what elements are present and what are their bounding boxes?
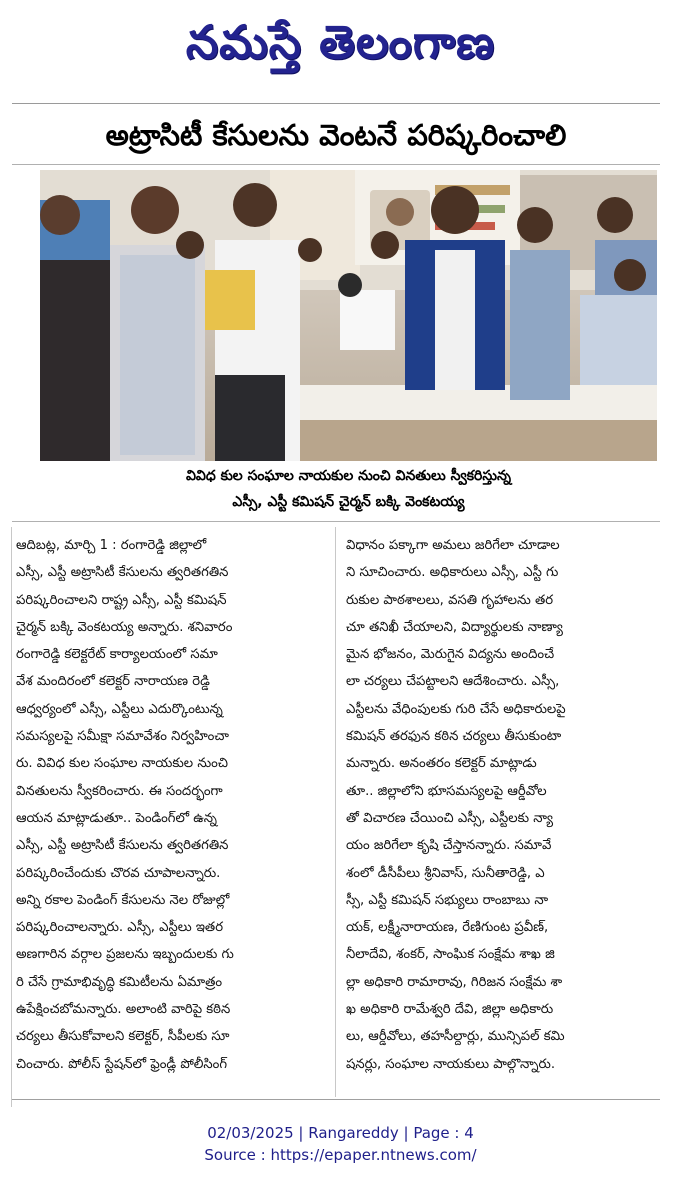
photo-caption xyxy=(40,463,657,515)
article-text-line: చించారు. పోలీస్ స్టేషన్‌లో ఫ్రెండ్లీ పోలీసింగ్ xyxy=(16,1056,228,1072)
divider xyxy=(12,1099,660,1100)
photo-caption-line: ఎస్సీ, ఎస్టీ కమిషన్ చైర్మన్ బక్కి వెంకటయ్య xyxy=(232,494,465,510)
source-link[interactable]: Source : https://epaper.ntnews.com/ xyxy=(204,1146,477,1164)
article-text-line: స్సీ, ఎస్టీ కమిషన్ సభ్యులు రాంబాబు నా xyxy=(346,892,549,908)
article-text-line: పరిష్కరించేందుకు చొరవ చూపాలన్నారు. xyxy=(16,865,221,881)
article-text-line: రంగారెడ్డి కలెక్టరేట్ కార్యాలయంలో సమా xyxy=(16,647,218,663)
article-headline: అట్రాసిటీ కేసులను వెంటనే పరిష్కరించాలి xyxy=(105,118,567,152)
article-text-line: ఆదిబట్ల, మార్చి 1 : రంగారెడ్డి జిల్లాలో xyxy=(16,538,207,553)
divider xyxy=(12,164,660,165)
article-text-line: ఎస్సీ, ఎస్టీ అట్రాసిటీ కేసులను త్వరితగతిన xyxy=(16,838,229,854)
article-text-line: చూ తనిఖీ చేయాలని, విద్యార్థులకు నాణ్యా xyxy=(346,619,563,635)
article-text-line: శంలో డీసీపీలు శ్రీనివాస్, సునీతారెడ్డి, ఎ xyxy=(346,865,545,881)
divider xyxy=(12,521,660,522)
article-text-line: ఎస్సీ, ఎస్టీ అట్రాసిటీ కేసులను త్వరితగతిన xyxy=(16,565,229,581)
divider xyxy=(12,103,660,104)
article-text-line: కమిషన్ తరఫున కఠిన చర్యలు తీసుకుంటా xyxy=(346,729,562,745)
article-text-line: చర్యలు తీసుకోవాలని కలెక్టర్, సీపీలకు సూ xyxy=(16,1029,230,1045)
article-text-line: విధానం పక్కాగా అమలు జరిగేలా చూడాల xyxy=(346,538,560,553)
article-text-line: అణగారిన వర్గాల ప్రజలను ఇబ్బందులకు గు xyxy=(16,947,234,963)
article-column-left xyxy=(16,532,328,1078)
article-text-line: వేశ మందిరంలో కలెక్టర్ నారాయణ రెడ్డి xyxy=(16,674,210,690)
article-text-line: ల్లా అధికారి రామారావు, గిరిజన సంక్షేమ శా xyxy=(346,974,563,990)
article-text-line: నీలాదేవి, శంకర్, సాంఘిక సంక్షేమ శాఖ జి xyxy=(346,947,555,963)
article-text-line: వినతులను స్వీకరించారు. ఈ సందర్భంగా xyxy=(16,783,223,799)
article-text-line: ఆధ్వర్యంలో ఎస్సీ, ఎస్టీలు ఎదుర్కొంటున్న xyxy=(16,701,223,717)
edition-info: 02/03/2025 | Rangareddy | Page : 4 xyxy=(207,1124,474,1142)
article-text-line: చైర్మన్ బక్కి వెంకటయ్య అన్నారు. శనివారం xyxy=(16,619,233,635)
article-text-line: తూ.. జిల్లాలోని భూసమస్యలపై ఆర్డీవోల xyxy=(346,783,547,799)
article-text-line: యక్, లక్ష్మీనారాయణ, రేణిగుంట ప్రవీణ్, xyxy=(346,920,549,936)
article-text-line: రుకుల పాఠశాలలు, వసతి గృహాలను తర xyxy=(346,592,554,608)
article-text-line: ఖ అధికారి రామేశ్వరి దేవి, జిల్లా అధికారు xyxy=(346,1002,554,1018)
article-text-line: సమస్యలపై సమీక్షా సమావేశం నిర్వహించా xyxy=(16,729,229,745)
photo-caption-line: వివిధ కుల సంఘాల నాయకుల నుంచి వినతులు స్వీకరిస్తున్న xyxy=(185,468,512,484)
article-text-line: ఎస్టీలను వేధింపులకు గురి చేసే అధికారులపై xyxy=(346,701,566,717)
newspaper-masthead: నమస్తే తెలంగాణ xyxy=(185,15,496,69)
article-text-line: ఉపేక్షించబోమన్నారు. అలాంటి వారిపై కఠిన xyxy=(16,1002,231,1018)
article-text-line: తో విచారణ చేయించి ఎస్సీ, ఎస్టీలకు న్యా xyxy=(346,810,554,826)
article-text-line: లా చర్యలు చేపట్టాలని ఆదేశించారు. ఎస్సీ, xyxy=(346,674,560,690)
article-text-line: అన్ని రకాల పెండింగ్ కేసులను నెల రోజుల్లో xyxy=(16,892,230,908)
news-photo xyxy=(40,170,657,461)
article-text-line: లు, ఆర్డీవోలు, తహసీల్దార్లు, మున్సిపల్ కమి xyxy=(346,1029,565,1045)
article-text-line: యం జరిగేలా కృషి చేస్తానన్నారు. సమావే xyxy=(346,838,552,854)
article-text-line: మైన భోజనం, మెరుగైన విద్యను అందించే xyxy=(346,647,555,663)
column-divider xyxy=(335,527,336,1097)
article-text-line: ఆయన మాట్లాడుతూ.. పెండింగ్‌లో ఉన్న xyxy=(16,810,217,826)
news-photo-illustration xyxy=(40,170,657,461)
column-border xyxy=(11,527,12,1107)
article-text-line: మన్నారు. అనంతరం కలెక్టర్ మాట్లాడు xyxy=(346,756,537,772)
article-column-right xyxy=(346,532,660,1078)
article-text-line: రి చేసే గ్రామాభివృద్ధి కమిటీలను ఏమాత్రం xyxy=(16,974,223,990)
article-text-line: రు. వివిధ కుల సంఘాల నాయకుల నుంచి xyxy=(16,756,228,772)
article-text-line: పరిష్కరించాలని రాష్ట్ర ఎస్సీ, ఎస్టీ కమిషన్ xyxy=(16,592,227,608)
page-footer xyxy=(0,1122,681,1166)
article-text-line: పరిష్కరించాలన్నారు. ఎస్సీ, ఎస్టీలు ఇతర xyxy=(16,920,224,936)
article-text-line: ని సూచించారు. అధికారులు ఎస్సీ, ఎస్టీ గు xyxy=(346,565,559,581)
article-text-line: షనర్లు, సంఘాల నాయకులు పాల్గొన్నారు. xyxy=(346,1056,556,1072)
